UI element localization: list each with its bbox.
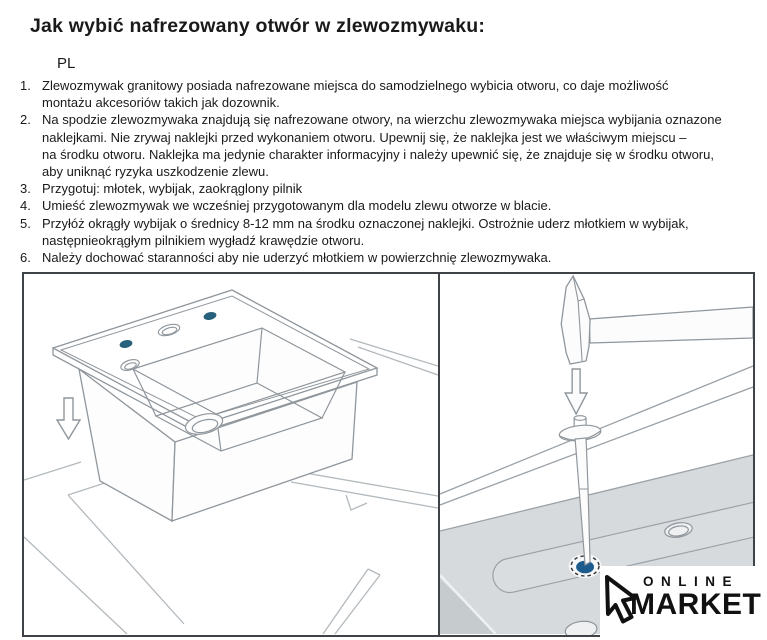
item-line: Na spodzie zlewozmywaka znajdują się nafrezowane otwory, na wierzchu zlewozmywaka miejsca wybijania oznazone — [42, 112, 722, 128]
item-text — [42, 77, 750, 111]
down-arrow-icon — [57, 398, 80, 439]
list-item — [20, 197, 750, 214]
item-line: Umieść zlewozmywak we wcześniej przygotowanym dla modelu zlewu otworze w blacie. — [42, 198, 552, 214]
language-label: PL — [57, 55, 76, 72]
item-text — [42, 180, 750, 197]
item-number: 1. — [20, 78, 31, 93]
item-text — [42, 111, 750, 180]
item-line: Przygotuj: młotek, wybijak, zaokrąglony pilnik — [42, 181, 303, 197]
item-line: montażu akcesoriów takich jak dozownik. — [42, 95, 280, 111]
item-number: 6. — [20, 250, 31, 266]
list-item — [20, 249, 750, 266]
list-item — [20, 215, 750, 249]
item-text — [42, 215, 750, 249]
down-arrow-icon — [565, 369, 587, 414]
panel-sink-installation — [24, 274, 438, 635]
item-line: Należy dochować staranności aby nie uderzyć młotkiem w powierzchnię zlewozmywaka. — [42, 250, 552, 266]
item-number: 3. — [20, 181, 31, 197]
hammer-icon — [561, 276, 753, 364]
page-title: Jak wybić nafrezowany otwór w zlewozmywaku: — [30, 15, 486, 37]
list-item — [20, 111, 750, 180]
instruction-list — [20, 77, 750, 266]
item-number: 5. — [20, 215, 31, 231]
online-market-logo — [600, 566, 767, 640]
item-line: naklejkami. Nie zrywaj naklejki przed wykonaniem otworu. Upewnij się, że naklejka jest we właściwym miejscu – — [42, 129, 687, 145]
list-item — [20, 77, 750, 111]
item-line: następnieokrągłym pilnikiem wygładź krawędzie otworu. — [42, 232, 365, 248]
logo-text-market: MARKET — [630, 588, 762, 621]
sink-installation-drawing — [24, 274, 438, 635]
item-number: 2. — [20, 112, 31, 128]
cursor-icon — [603, 574, 639, 636]
item-line: na środku otworu. Naklejka ma jedynie charakter informacyjny i należy upewnić się, że znajduje się w środku otworu, — [42, 146, 714, 162]
item-text — [42, 197, 750, 214]
item-line: Zlewozmywak granitowy posiada nafrezowane miejsca do samodzielnego wybicia otworu, co daje możliwość — [42, 78, 669, 93]
item-number: 4. — [20, 198, 31, 214]
item-text — [42, 249, 750, 266]
logo-text-online: ONLINE — [643, 574, 740, 589]
item-line: aby uniknąć ryzyka uszkodzenie zlewu. — [42, 164, 269, 180]
item-line: Przyłóż okrągły wybijak o średnicy 8-12 mm na środku oznaczonej naklejki. Ostrożnie uderz młotkiem w wybijak, — [42, 215, 689, 231]
list-item — [20, 180, 750, 197]
